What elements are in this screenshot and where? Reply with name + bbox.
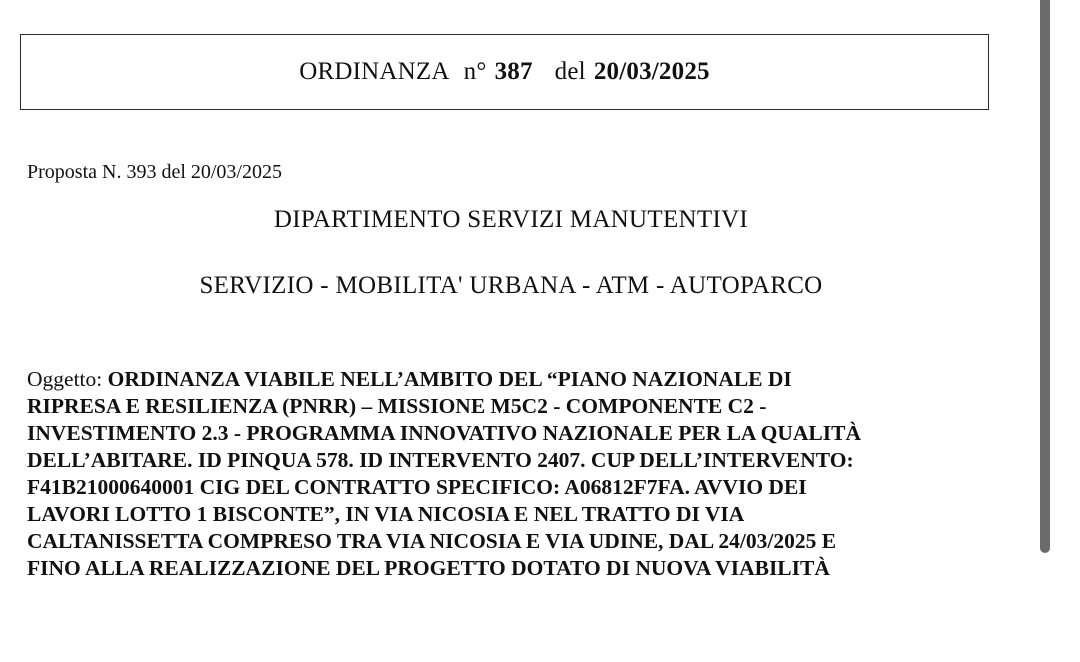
oggetto-text-line: FINO ALLA REALIZZAZIONE DEL PROGETTO DOTATO DI NUOVA VIABILITÀ [27, 556, 830, 580]
oggetto-text-line: RIPRESA E RESILIENZA (PNRR) – MISSIONE M5C2 - COMPONENTE C2 - [27, 394, 767, 418]
oggetto-section [27, 366, 987, 582]
ordinanza-date-prefix: del [554, 58, 586, 85]
oggetto-text-line: LAVORI LOTTO 1 BISCONTE”, IN VIA NICOSIA E NEL TRATTO DI VIA [27, 502, 745, 526]
service-heading: SERVIZIO - MOBILITA' URBANA - ATM - AUTOPARCO [199, 272, 823, 299]
scrollbar-thumb[interactable] [1040, 0, 1050, 553]
ordinanza-number: 387 [494, 58, 533, 85]
oggetto-text-line: CALTANISSETTA COMPRESO TRA VIA NICOSIA E VIA UDINE, DAL 24/03/2025 E [27, 529, 837, 553]
oggetto-text-line: INVESTIMENTO 2.3 - PROGRAMMA INNOVATIVO NAZIONALE PER LA QUALITÀ [27, 421, 861, 445]
proposta-line: Proposta N. 393 del 20/03/2025 [27, 161, 282, 183]
oggetto-text-line: F41B21000640001 CIG DEL CONTRATTO SPECIFICO: A06812F7FA. AVVIO DEI [27, 475, 807, 499]
oggetto-label: Oggetto: [27, 367, 103, 391]
ordinanza-number-prefix: n° [463, 58, 487, 85]
oggetto-line [27, 366, 987, 393]
ordinanza-label: ORDINANZA [299, 58, 450, 85]
department-heading: DIPARTIMENTO SERVIZI MANUTENTIVI [273, 206, 749, 233]
ordinanza-date: 20/03/2025 [593, 58, 710, 85]
oggetto-text-line: ORDINANZA VIABILE NELL’AMBITO DEL “PIANO NAZIONALE DI [107, 367, 792, 391]
oggetto-text-line: DELL’ABITARE. ID PINQUA 578. ID INTERVENTO 2407. CUP DELL’INTERVENTO: [27, 448, 854, 472]
ordinanza-title-box [20, 34, 989, 110]
